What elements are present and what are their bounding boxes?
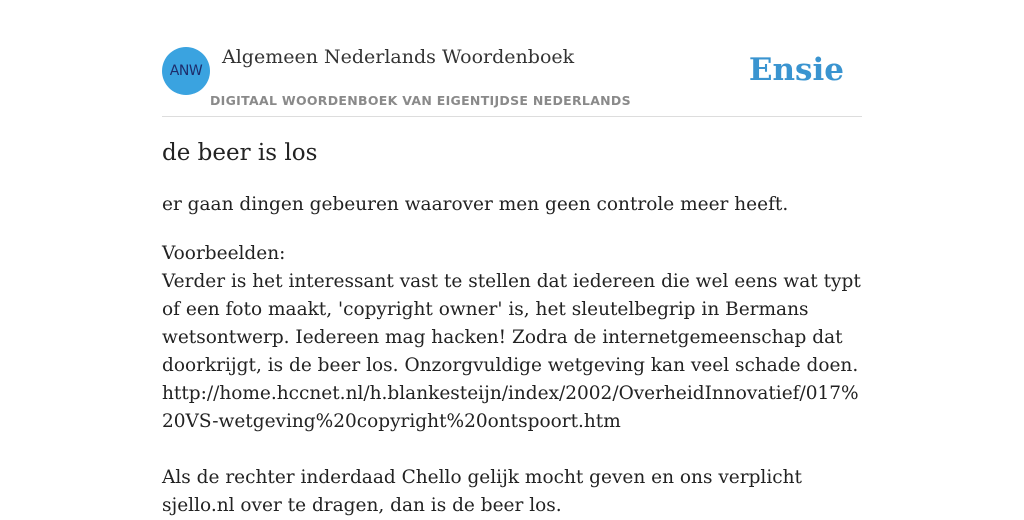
anw-logo[interactable] bbox=[162, 47, 210, 95]
site-header bbox=[162, 0, 862, 117]
logo-text: ANW bbox=[169, 63, 203, 79]
examples-section bbox=[162, 240, 862, 520]
ensie-brand-link[interactable]: Ensie bbox=[748, 52, 844, 88]
page bbox=[162, 0, 862, 516]
site-subtitle: DIGITAAL WOORDENBOEK VAN EIGENTIJDSE NEDERLANDS bbox=[210, 93, 631, 108]
entry-term: de beer is los bbox=[162, 140, 318, 166]
site-title[interactable]: Algemeen Nederlands Woordenboek bbox=[222, 46, 575, 68]
examples-label: Voorbeelden: bbox=[162, 243, 286, 264]
example-text: Verder is het interessant vast te stellen dat iedereen die wel eens wat typt of een foto maakt, 'copyright owner' is, het sleutelbegrip in Bermans wetsontwerp. Iedereen mag hacken! Zodra de internetgemeenschap dat doorkrijgt, is de beer los. Onzorgvuldige wetgeving kan veel schade doen. http://home.hccnet.nl/h.blankesteijn/index/2002/OverheidInnovatief/017%20VS-wetgeving%20copyright%20ontspoort.htm bbox=[162, 271, 861, 432]
entry-definition: er gaan dingen gebeuren waarover men geen controle meer heeft. bbox=[162, 194, 789, 215]
example-text: Als de rechter inderdaad Chello gelijk mocht geven en ons verplicht sjello.nl over te dragen, dan is de beer los. bbox=[162, 467, 802, 516]
